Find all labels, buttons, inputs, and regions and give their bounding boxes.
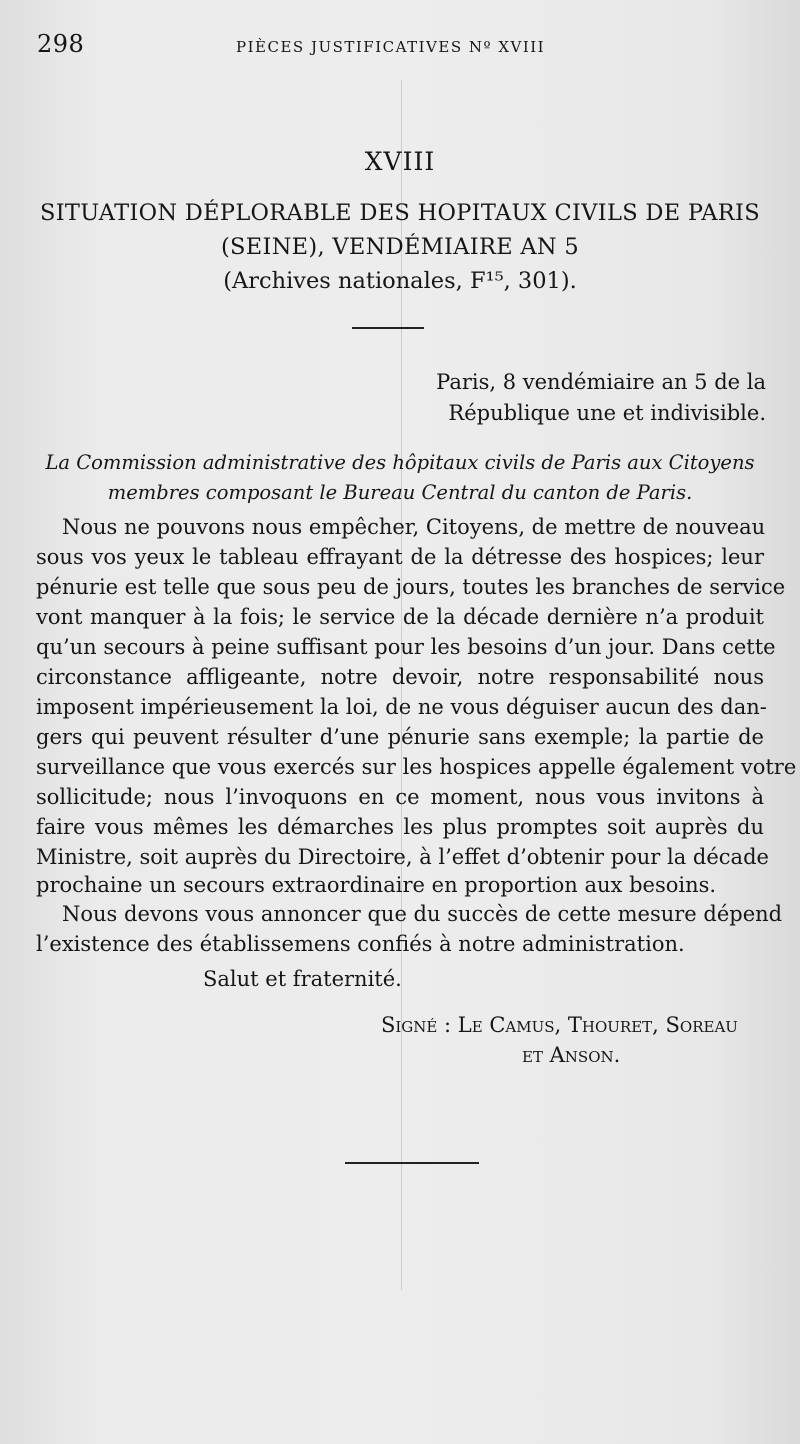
body-line: prochaine un secours extraordinaire en proportion aux besoins. [36,873,717,897]
document-title-line-1: SITUATION DÉPLORABLE DES HOPITAUX CIVILS DE PARIS [40,200,760,226]
body-line: Nous devons vous annoncer que du succès de cette mesure dépend [62,902,783,926]
addressee-line-1: La Commission administrative des hôpitaux civils de Paris aux Citoyens [45,451,755,474]
addressee-line-2: membres composant le Bureau Central du canton de Paris. [107,481,693,504]
body-line: imposent impérieusement la loi, de ne vous déguiser aucun des dan- [36,695,767,719]
body-line: pénurie est telle que sous peu de jours, toutes les branches de service [36,575,786,599]
body-line: qu’un secours à peine suffisant pour les besoins d’un jour. Dans cette [36,635,776,659]
body-line: Ministre, soit auprès du Directoire, à l’effet d’obtenir pour la décade [36,845,769,869]
body-line: faire vous mêmes les démarches les plus promptes soit auprès du [36,815,764,839]
signature-line-1: Signé : Le Camus, Thouret, Soreau [381,1013,738,1037]
running-head: PIÈCES JUSTIFICATIVES Nº XVIII [236,38,546,56]
dateline-line-1: Paris, 8 vendémiaire an 5 de la [436,370,766,394]
page-number: 298 [37,30,85,58]
archive-source: (Archives nationales, F¹⁵, 301). [223,268,577,294]
body-line: Nous ne pouvons nous empêcher, Citoyens, de mettre de nouveau [62,515,766,539]
body-line: gers qui peuvent résulter d’une pénurie sans exemple; la partie de [36,725,764,749]
document-title-line-2: (SEINE), VENDÉMIAIRE AN 5 [220,234,579,260]
body-line: surveillance que vous exercés sur les hospices appelle également votre [36,755,797,779]
closing-salutation: Salut et fraternité. [203,967,402,991]
body-line: vont manquer à la fois; le service de la décade dernière n’a produit [36,605,764,629]
document-number: XVIII [364,147,436,176]
end-divider [345,1162,479,1164]
signature-line-2: et Anson. [522,1043,621,1067]
body-line: circonstance affligeante, notre devoir, notre responsabilité nous [36,665,764,689]
section-divider [352,327,424,329]
body-line: l’existence des établissemens confiés à notre administration. [36,932,685,956]
dateline-line-2: République une et indivisible. [448,401,766,425]
body-line: sollicitude; nous l’invoquons en ce moment, nous vous invitons à [36,785,764,809]
body-line: sous vos yeux le tableau effrayant de la détresse des hospices; leur [36,545,764,569]
